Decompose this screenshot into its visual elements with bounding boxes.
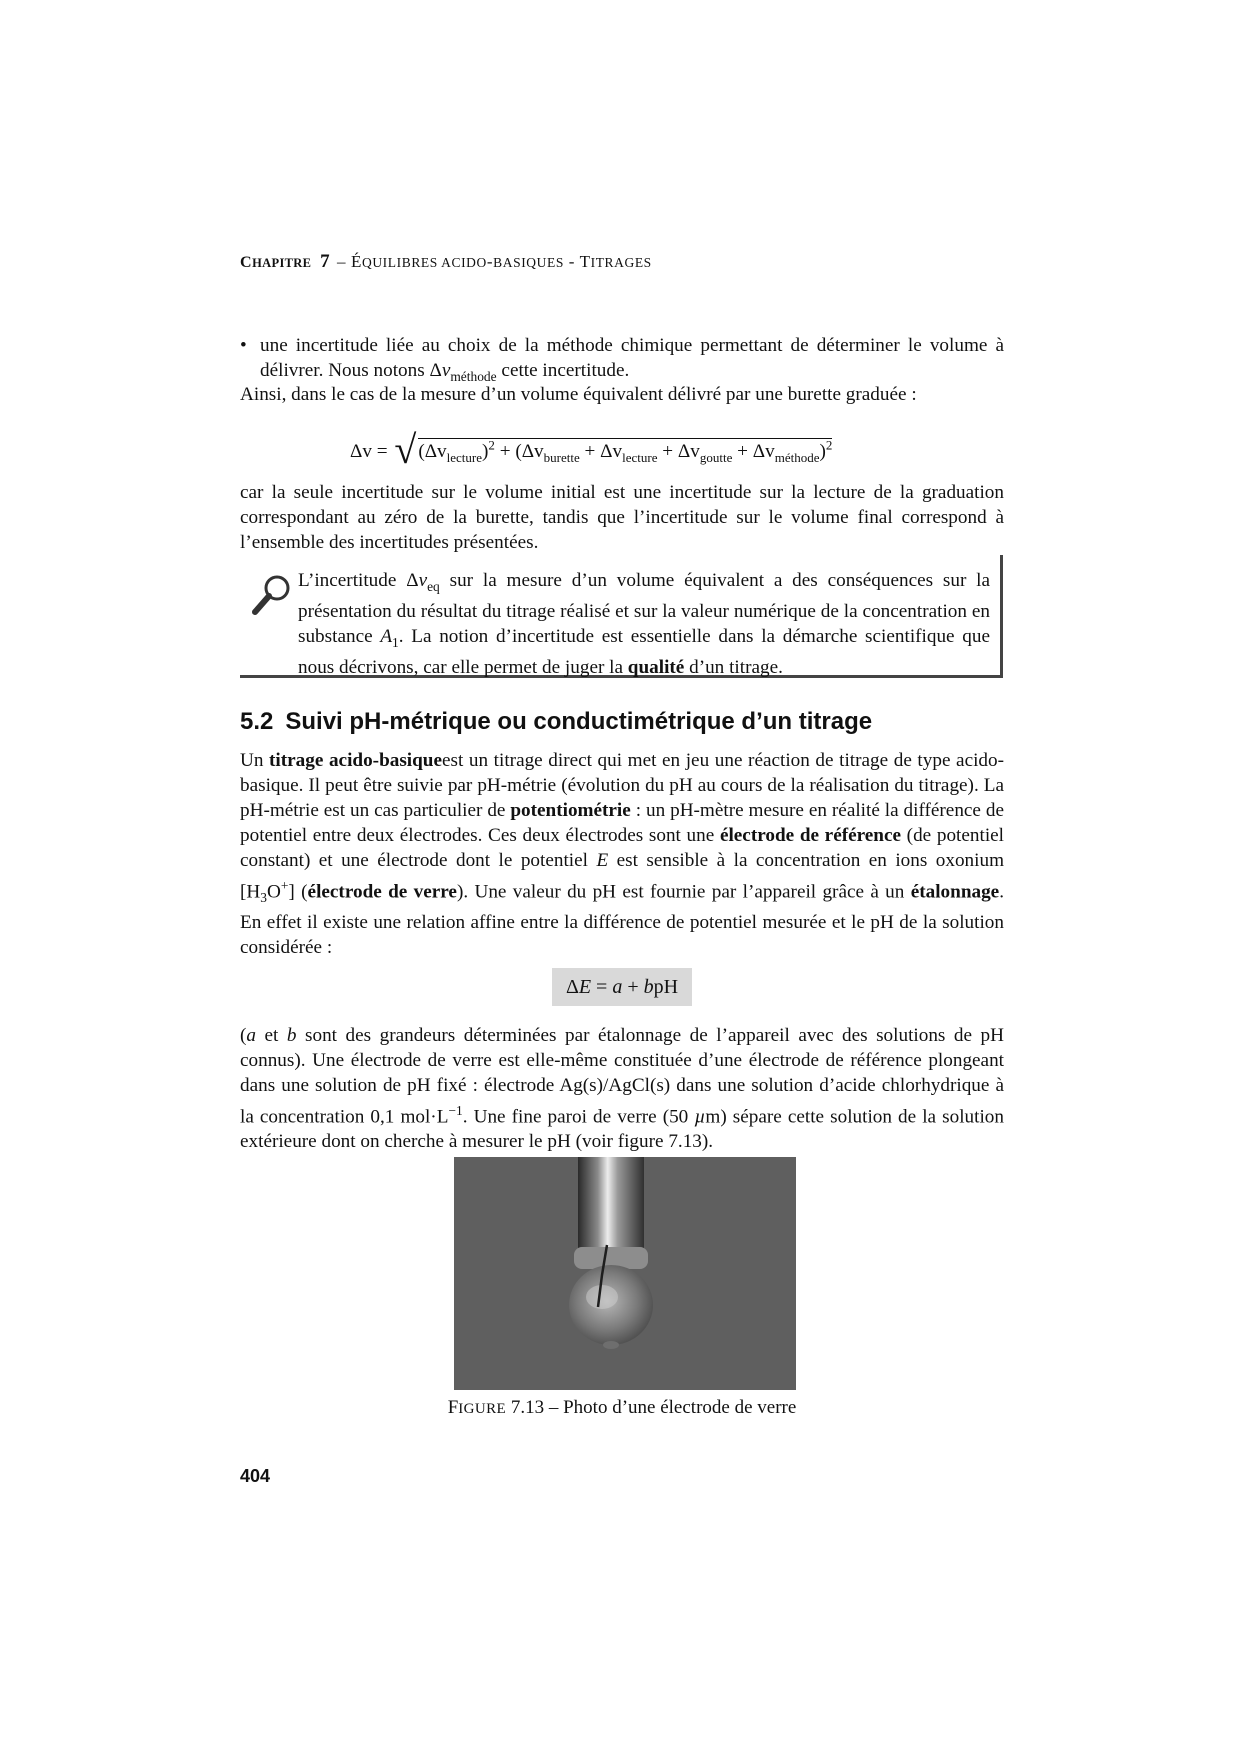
eq-sq2: 2	[825, 437, 833, 453]
fig-label-rest: IGURE	[458, 1401, 507, 1417]
running-head	[240, 251, 652, 273]
uncertainty-equation	[350, 426, 832, 473]
beq-a: a	[612, 976, 623, 998]
section-number: 5.2	[240, 708, 274, 735]
sqrt-body: $(\Delta v_{lecture})^2 + (\Delta v_{burette} + \Delta v_{lecture} + \Delta v_{goutte} + \Delta v_{méthode})^2$	[418, 437, 833, 465]
bullet-line1: une incertitude liée au choix de la méthode chimique permettant de déterminer le volume	[260, 335, 988, 356]
remark-a1: A	[380, 625, 393, 647]
eq-term2c: + Δv	[657, 441, 700, 462]
section-heading	[240, 708, 872, 736]
ainsi-line: Ainsi, dans le cas de la mesure d’un volume équivalent délivré par une burette graduée :	[240, 384, 917, 405]
p2-e: E	[596, 850, 609, 871]
beq-ph: pH	[653, 976, 679, 998]
chapter-title-mid2: BASIQUES	[493, 255, 564, 270]
p2-6: O	[266, 881, 281, 903]
bullet-item	[240, 333, 1004, 389]
p3-exp: −1	[448, 1103, 463, 1118]
remark-v: v	[418, 570, 428, 591]
remark-part2: sur la mesure d’un volume équivalent a des conséquences sur la présentation du résultat du titrage réalisé et sur la valeur numérique de la concentration en substance	[298, 570, 990, 647]
eq-term2d: + Δv	[732, 441, 775, 462]
p2-2: est un titrage direct qui met en jeu une réaction de titrage de type acido-basique. Il peut être suivie par pH-métrie (évolution du pH au cours de la réalisation du titrage). La pH-métrie est un cas particulier de	[240, 750, 1004, 821]
paragraph-glass-electrode	[240, 1023, 1004, 1154]
p3-b: b	[286, 1025, 297, 1046]
chapter-title-prefix: – É	[337, 252, 362, 271]
remark-part4: d’un titrage.	[684, 656, 783, 678]
p3-2: et	[255, 1025, 287, 1046]
beq-delta: Δ	[565, 976, 579, 998]
p3-1: (	[240, 1025, 247, 1046]
eq-sub-lecture2: lecture	[622, 449, 658, 465]
magnifier-icon	[250, 573, 294, 617]
eq-sub-goutte: goutte	[699, 449, 733, 465]
remark-bold: qualité	[627, 656, 685, 678]
p3-3: sont des grandeurs déterminées par étalonnage de l’appareil avec des solutions de pH connus). Une électrode de verre est elle-même constituée d’une électrode de référence plongeant dans une solution de pH fixé : électrode Ag(s)/AgCl(s) dans une solution d’acide chlorhydrique à la concentration 0,1 mol·L	[240, 1025, 1004, 1128]
p2-7: ] (	[288, 881, 308, 903]
p2-4: (de potentiel constant) et une électrode dont le potentiel	[240, 825, 1004, 871]
bullet-text	[260, 333, 1004, 389]
eq-sub-lecture: lecture	[446, 449, 483, 465]
chapter-word: HAPITRE	[252, 256, 312, 270]
remark-part1: L’incertitude Δ	[298, 570, 419, 591]
beq-plus: +	[622, 976, 644, 998]
p2-b2: potentiométrie	[510, 800, 631, 821]
chapter-initial: C	[240, 254, 253, 271]
p2-b3: électrode de référence	[719, 825, 902, 846]
section-title: Suivi pH-métrique ou conductimétrique d’un titrage	[285, 708, 873, 735]
fig-caption-text: Photo d’une électrode de verre	[563, 1397, 797, 1418]
p2-osup: +	[280, 878, 289, 893]
chapter-number: 7	[320, 251, 331, 272]
eq-term2b: + Δv	[579, 441, 623, 462]
beq-e: E	[578, 976, 592, 998]
bullet-line2a: à délivrer. Nous notons Δ	[260, 335, 1005, 381]
beq-b: b	[643, 976, 654, 998]
remark-sub-eq: eq	[427, 578, 440, 594]
chapter-title-sep: - T	[563, 252, 591, 271]
remark-a1-sub: 1	[392, 634, 399, 650]
calibration-equation	[552, 968, 692, 1006]
p2-b1: titrage acido-basique	[269, 750, 442, 771]
p2-5: est sensible à la concentration en ions oxonium [H	[240, 850, 1004, 903]
paragraph-uncertainty: car la seule incertitude sur le volume initial est une incertitude sur la lecture de la graduation correspondant au zéro de la burette, tandis que l’incertitude sur le volume final correspond à l’ensemble des incertitudes présentées.	[240, 482, 1004, 553]
chapter-title-end: ITRAGES	[590, 255, 652, 270]
remark-part3: . La notion d’incertitude est essentielle dans la démarche scientifique que nous décrivons, car elle permet de juger la	[298, 625, 990, 678]
electrode-photo	[454, 1157, 796, 1390]
eq-term1: (Δv	[418, 441, 447, 462]
paragraph-ph-metrie	[240, 748, 1004, 960]
p3-4: . Une fine paroi de verre (50	[462, 1106, 695, 1128]
p2-hsub: 3	[260, 890, 267, 906]
figure-caption	[240, 1397, 1004, 1419]
eq-plus: +	[494, 441, 516, 462]
eq-lhs: Δv =	[350, 441, 388, 462]
eq-term2a: (Δv	[515, 441, 544, 462]
electrode-illustration	[454, 1157, 796, 1390]
eq-close: )	[819, 441, 826, 462]
bullet-symbol: •	[240, 335, 247, 356]
bullet-line2b: cette incertitude.	[496, 360, 630, 381]
page-number: 404	[240, 1466, 271, 1486]
p3-a: a	[246, 1025, 256, 1046]
p2-3: : un pH-mètre mesure en réalité la différence de potentiel entre deux électrodes. Ces deux électrodes sont une	[240, 800, 1004, 846]
eq-sub-burette: burette	[543, 449, 580, 465]
chapter-title-mid: QUILIBRES ACIDO	[361, 255, 487, 270]
fig-number: 7.13 –	[506, 1397, 564, 1418]
p2-8: ). Une valeur du pH est fournie par l’appareil grâce à un	[456, 881, 911, 903]
p3-5: m) sépare cette solution de la solution extérieure dont on cherche à mesurer le pH (voir figure 7.13).	[240, 1106, 1004, 1153]
p2-b4: électrode de verre	[307, 881, 457, 903]
eq-sq1: 2	[488, 437, 495, 453]
eq-sub-methode: méthode	[774, 449, 820, 465]
fig-label-initial: F	[447, 1397, 459, 1418]
bullet-v: v	[441, 360, 451, 381]
remark-box	[240, 555, 1003, 678]
beq-eq: =	[591, 976, 613, 998]
remark-text	[298, 568, 990, 680]
chapter-title-dash: -	[486, 252, 494, 271]
bullet-sub: méthode	[450, 368, 497, 384]
p2-b5: étalonnage	[910, 881, 1000, 903]
p2-9: . En effet il existe une relation affine entre la différence de potentiel mesurée et le pH de la solution considérée :	[240, 881, 1004, 959]
sqrt-sign: √	[394, 427, 417, 472]
p2-1: Un	[240, 750, 270, 771]
p3-mu: µ	[694, 1106, 706, 1128]
